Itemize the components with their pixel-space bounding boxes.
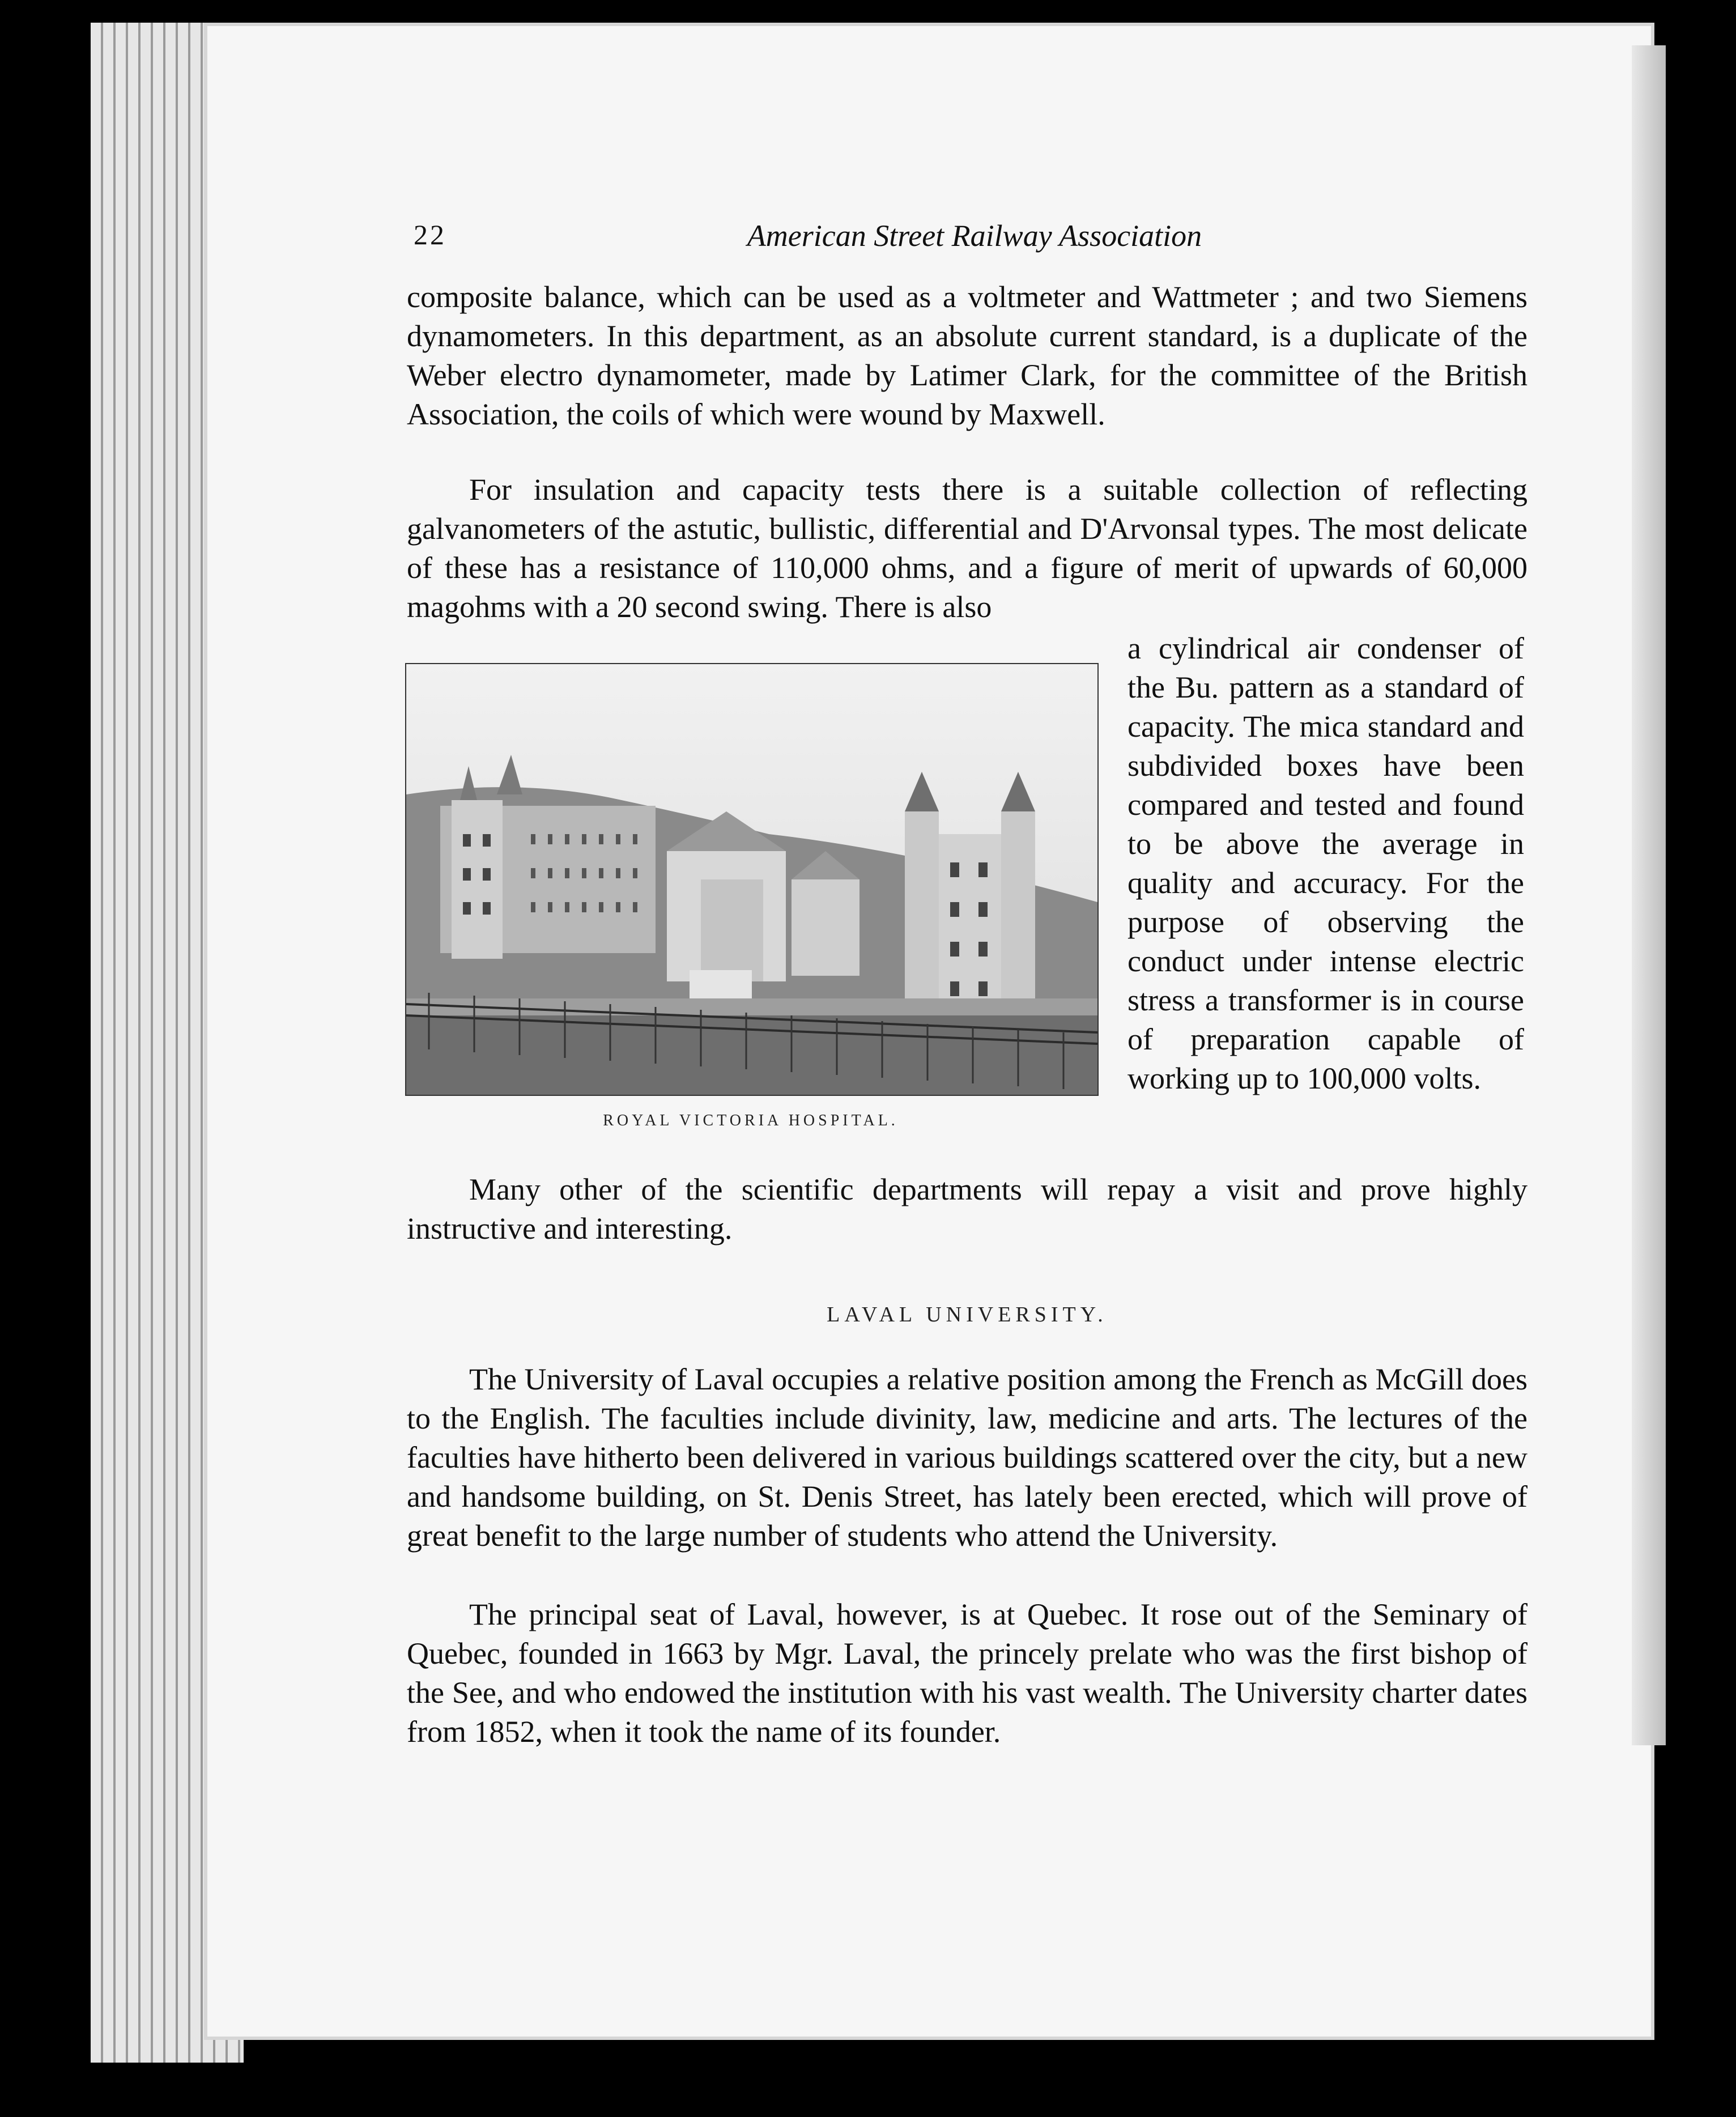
running-title: American Street Railway Association (747, 219, 1202, 253)
paragraph-4: The University of Laval occupies a relative position among the French as McGill does to the English. The faculties include divinity, law, medicine and arts. The lectures of the faculties have hitherto been delivered in various buildings scattered over the city, but a new and handsome building, on St. Denis Street, has lately been erected, which will prove of great benefit to the large number of students who attend the University. (407, 1362, 1527, 1553)
hospital-illustration (406, 664, 1097, 1095)
paragraph-3: Many other of the scientific departments will repay a visit and prove highly instructive and interesting. (407, 1172, 1527, 1245)
paragraph-1: composite balance, which can be used as a voltmeter and Wattmeter ; and two Siemens dynamometers. In this department, as an absolute current standard, is a duplicate of the Weber electro dynamometer, made by Latimer Clark, for the committee of the British Association, the coils of which were wound by Maxwell. (407, 280, 1527, 431)
paragraph-2: For insulation and capacity tests there is a suitable collection of reflecting galvanometers of the astutic, bullistic, differential and D'Arvonsal types. The most delicate of these has a resistance of 110,000 ohms, and a figure of merit of upwards of 60,000 magohms with a 20 second swing. There is also (407, 473, 1527, 624)
page-number: 22 (414, 219, 446, 250)
paragraph-5: The principal seat of Laval, however, is at Quebec. It rose out of the Seminary of Quebec, founded in 1663 by Mgr. Laval, the princely prelate who was the first bishop of the See, and who endowed the institution with his vast wealth. The University charter dates from 1852, when it took the name of its founder. (407, 1597, 1527, 1749)
hospital-photograph (405, 663, 1099, 1096)
figure-caption: ROYAL VICTORIA HOSPITAL. (603, 1112, 899, 1129)
page-header (414, 218, 1535, 258)
paragraph-2-continued: a cylindrical air condenser of the Bu. pattern as a standard of capacity. The mica standard and subdivided boxes have been compared and tested and found to be above the average in quality and accuracy. For the purpose of observing the conduct under intense electric stress a transformer is in course of preparation capable of working up to 100,000 volts. (1127, 631, 1524, 1095)
page-gutter-shade (1632, 45, 1666, 1745)
section-heading: LAVAL UNIVERSITY. (827, 1303, 1108, 1327)
